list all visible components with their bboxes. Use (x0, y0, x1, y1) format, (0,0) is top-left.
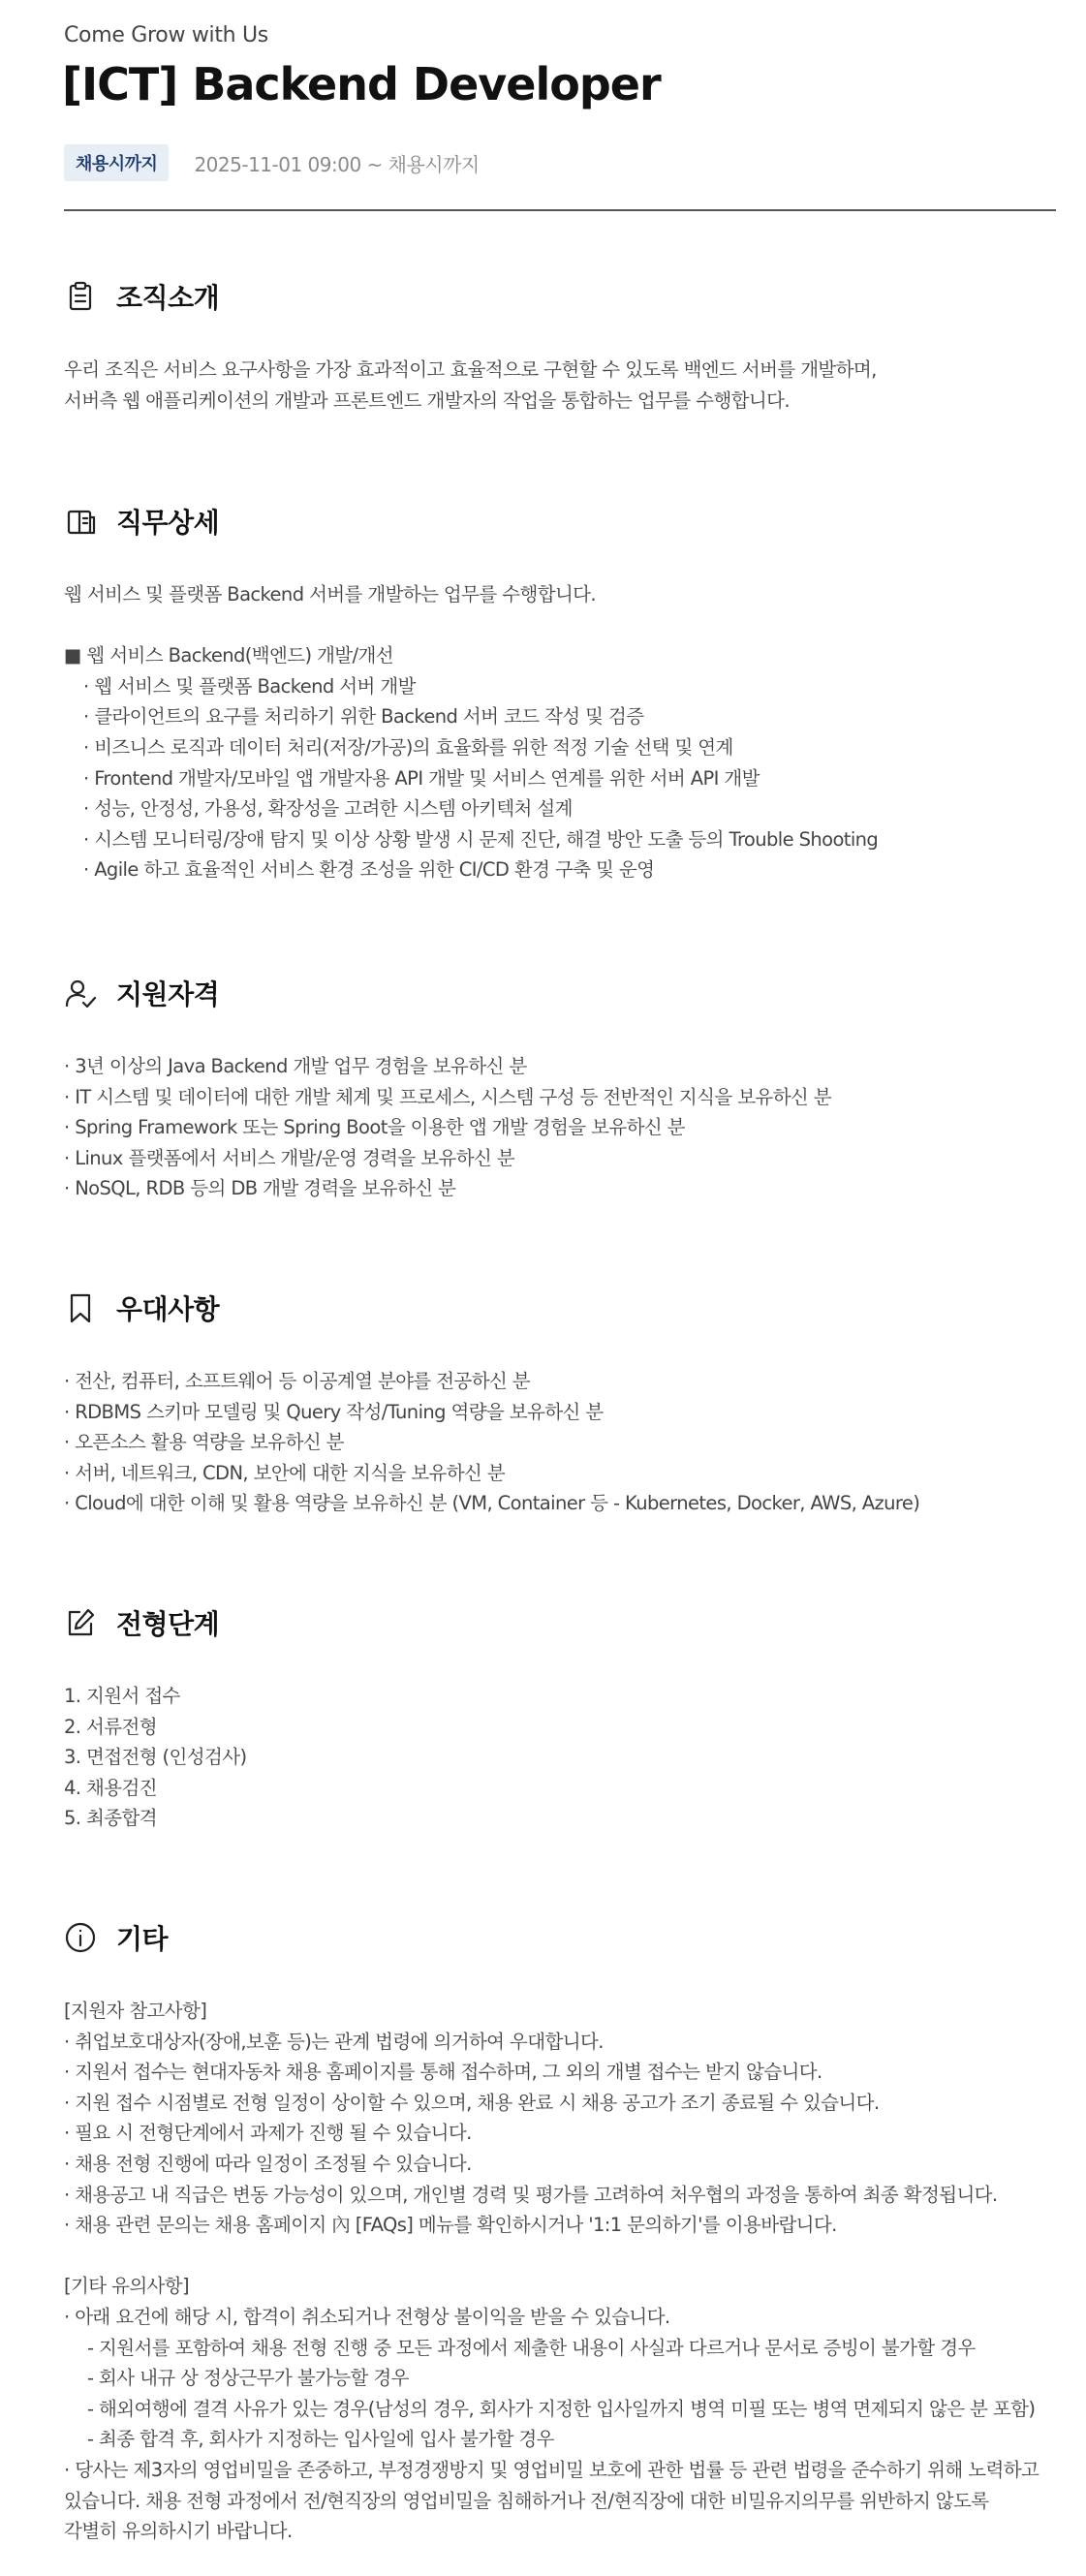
info-icon (64, 1921, 97, 1954)
list-item: · Cloud에 대한 이해 및 활용 역량을 보유하신 분 (VM, Container 등 - Kubernetes, Docker, AWS, Azure) (64, 1492, 920, 1515)
section-body (64, 1681, 1062, 1834)
list-item: · Spring Framework 또는 Spring Boot을 이용한 앱 개발 경험을 보유하신 분 (64, 1116, 685, 1139)
list-item: · 비즈니스 로직과 데이터 처리(저장/가공)의 효율화를 위한 적정 기술 선택 및 연계 (83, 735, 733, 759)
list-item: · 채용 전형 진행에 따라 일정이 조정될 수 있습니다. (64, 2152, 472, 2175)
spacer (64, 610, 1062, 641)
section-body (64, 1996, 1062, 2547)
list-item: · 시스템 모니터링/장애 탐지 및 이상 상황 발생 시 문제 진단, 해결 방안 도출 등의 Trouble Shooting (83, 827, 879, 851)
header-divider (64, 209, 1056, 211)
list-item: · 필요 시 전형단계에서 과제가 진행 될 수 있습니다. (64, 2122, 472, 2145)
section-header (64, 1918, 1062, 1957)
section-org (64, 277, 1062, 416)
section-qualifications (64, 974, 1062, 1204)
list-item: · 채용공고 내 직급은 변동 가능성이 있으며, 개인별 경력 및 평가를 고려하여 처우협의 과정을 통하여 최종 확정됩니다. (64, 2183, 998, 2206)
list-item: · IT 시스템 및 데이터에 대한 개발 체계 및 프로세스, 시스템 구성 등 전반적인 지식을 보유하신 분 (64, 1085, 832, 1108)
list-item: · 지원서 접수는 현대자동차 채용 홈페이지를 통해 접수하며, 그 외의 개별 접수는 받지 않습니다. (64, 2061, 822, 2084)
list-item: · Agile 하고 효율적인 서비스 환경 조성을 위한 CI/CD 환경 구축 및 운영 (83, 858, 655, 882)
section-body (64, 1366, 1062, 1519)
list-item: 1. 지원서 접수 (64, 1685, 180, 1707)
briefcase-icon (64, 505, 97, 538)
text-line: 웹 서비스 및 플랫폼 Backend 서버를 개발하는 업무를 수행합니다. (64, 583, 597, 605)
status-badge: 채용시까지 (64, 144, 169, 181)
list-item: · NoSQL, RDB 등의 DB 개발 경력을 보유하신 분 (64, 1177, 456, 1200)
section-etc (64, 1918, 1062, 2547)
list-item: · 오픈소스 활용 역량을 보유하신 분 (64, 1431, 344, 1454)
list-item: · 클라이언트의 요구를 처리하기 위한 Backend 서버 코드 작성 및 검증 (83, 705, 644, 729)
list-item: · 당사는 제3자의 영업비밀을 존중하고, 부정경쟁방지 및 영업비밀 보호에 관한 법률 등 관련 법령을 준수하기 위해 노력하고 (64, 2458, 1039, 2481)
list-item: 각별히 유의하시기 바랍니다. (64, 2520, 293, 2543)
recruitment-period: 2025-11-01 09:00 ~ 채용시까지 (194, 152, 480, 176)
section-title: 전형단계 (116, 1608, 220, 1640)
list-item: · 3년 이상의 Java Backend 개발 업무 경험을 보유하신 분 (64, 1055, 527, 1077)
sub-list-item: - 최종 합격 후, 회사가 지정하는 입사일에 입사 불가할 경우 (87, 2428, 554, 2451)
list-item: 4. 채용검진 (64, 1776, 157, 1799)
list-item: 5. 최종합격 (64, 1807, 157, 1830)
posting-meta (64, 145, 480, 180)
text-line: 서버측 웹 애플리케이션의 개발과 프론트엔드 개발자의 작업을 통합하는 업무를 수행합니다. (64, 388, 790, 412)
text-line: 우리 조직은 서비스 요구사항을 가장 효과적이고 효율적으로 구현할 수 있도록 백엔드 서버를 개발하며, (64, 358, 877, 381)
list-item: 3. 면접전형 (인성검사) (64, 1746, 247, 1769)
list-heading: ■ 웹 서비스 Backend(백엔드) 개발/개선 (64, 644, 393, 667)
section-header (64, 1288, 1062, 1327)
list-item: · 성능, 안정성, 가용성, 확장성을 고려한 시스템 아키텍처 설계 (83, 797, 573, 821)
list-item: · 지원 접수 시점별로 전형 일정이 상이할 수 있으며, 채용 완료 시 채용 공고가 조기 종료될 수 있습니다. (64, 2091, 880, 2114)
section-preferred (64, 1288, 1062, 1519)
list-item: · 전산, 컴퓨터, 소프트웨어 등 이공계열 분야를 전공하신 분 (64, 1370, 531, 1392)
list-item: · RDBMS 스키마 모델링 및 Query 작성/Tuning 역량을 보유하신 분 (64, 1400, 604, 1423)
section-header (64, 974, 1062, 1012)
edit-icon (64, 1606, 97, 1639)
section-title: 우대사항 (116, 1293, 220, 1325)
list-item: · 취업보호대상자(장애,보훈 등)는 관계 법령에 의거하여 우대합니다. (64, 2030, 604, 2053)
section-duties (64, 502, 1062, 885)
list-item: 있습니다. 채용 전형 과정에서 전/현직장의 영업비밀을 침해하거나 전/현직장에 대한 비밀유지의무를 위반하지 않도록 (64, 2489, 989, 2512)
list-item: · 웹 서비스 및 플랫폼 Backend 서버 개발 (83, 674, 416, 698)
section-body (64, 355, 1062, 416)
section-header (64, 1603, 1062, 1642)
section-title: 직무상세 (116, 507, 220, 539)
section-body (64, 1051, 1062, 1204)
section-title: 지원자격 (116, 978, 220, 1010)
section-process (64, 1603, 1062, 1834)
section-title: 기타 (116, 1923, 169, 1955)
list-item: · 채용 관련 문의는 채용 홈페이지 內 [FAQs] 메뉴를 확인하시거나 '1:1 문의하기'를 이용바랍니다. (64, 2214, 837, 2237)
sub-list-item: - 회사 내규 상 정상근무가 불가능할 경우 (87, 2367, 409, 2390)
spacer (64, 2241, 1062, 2272)
section-header (64, 277, 1062, 316)
page-title: [ICT] Backend Developer (62, 58, 661, 110)
eyebrow-text: Come Grow with Us (64, 23, 268, 47)
section-body (64, 579, 1062, 885)
sub-list-item: - 해외여행에 결격 사유가 있는 경우(남성의 경우, 회사가 지정한 입사일까지 병역 미필 또는 병역 면제되지 않은 분 포함) (87, 2397, 1036, 2420)
sub-heading: [기타 유의사항] (64, 2275, 190, 2298)
section-title: 조직소개 (116, 282, 220, 314)
section-header (64, 502, 1062, 541)
sub-list-item: - 지원서를 포함하여 채용 전형 진행 중 모든 과정에서 제출한 내용이 사실과 다르거나 문서로 증빙이 불가할 경우 (87, 2336, 976, 2359)
bookmark-icon (64, 1291, 97, 1324)
list-item: · 아래 요건에 해당 시, 합격이 취소되거나 전형상 불이익을 받을 수 있습니다. (64, 2305, 670, 2328)
list-item: · Linux 플랫폼에서 서비스 개발/운영 경력을 보유하신 분 (64, 1146, 515, 1169)
list-item: · 서버, 네트워크, CDN, 보안에 대한 지식을 보유하신 분 (64, 1461, 506, 1484)
list-item: 2. 서류전형 (64, 1715, 157, 1738)
sub-heading: [지원자 참고사항] (64, 2000, 207, 2022)
list-item: · Frontend 개발자/모바일 앱 개발자용 API 개발 및 서비스 연계를 위한 서버 API 개발 (83, 766, 760, 790)
clipboard-icon (64, 280, 97, 313)
user-check-icon (64, 977, 97, 1009)
